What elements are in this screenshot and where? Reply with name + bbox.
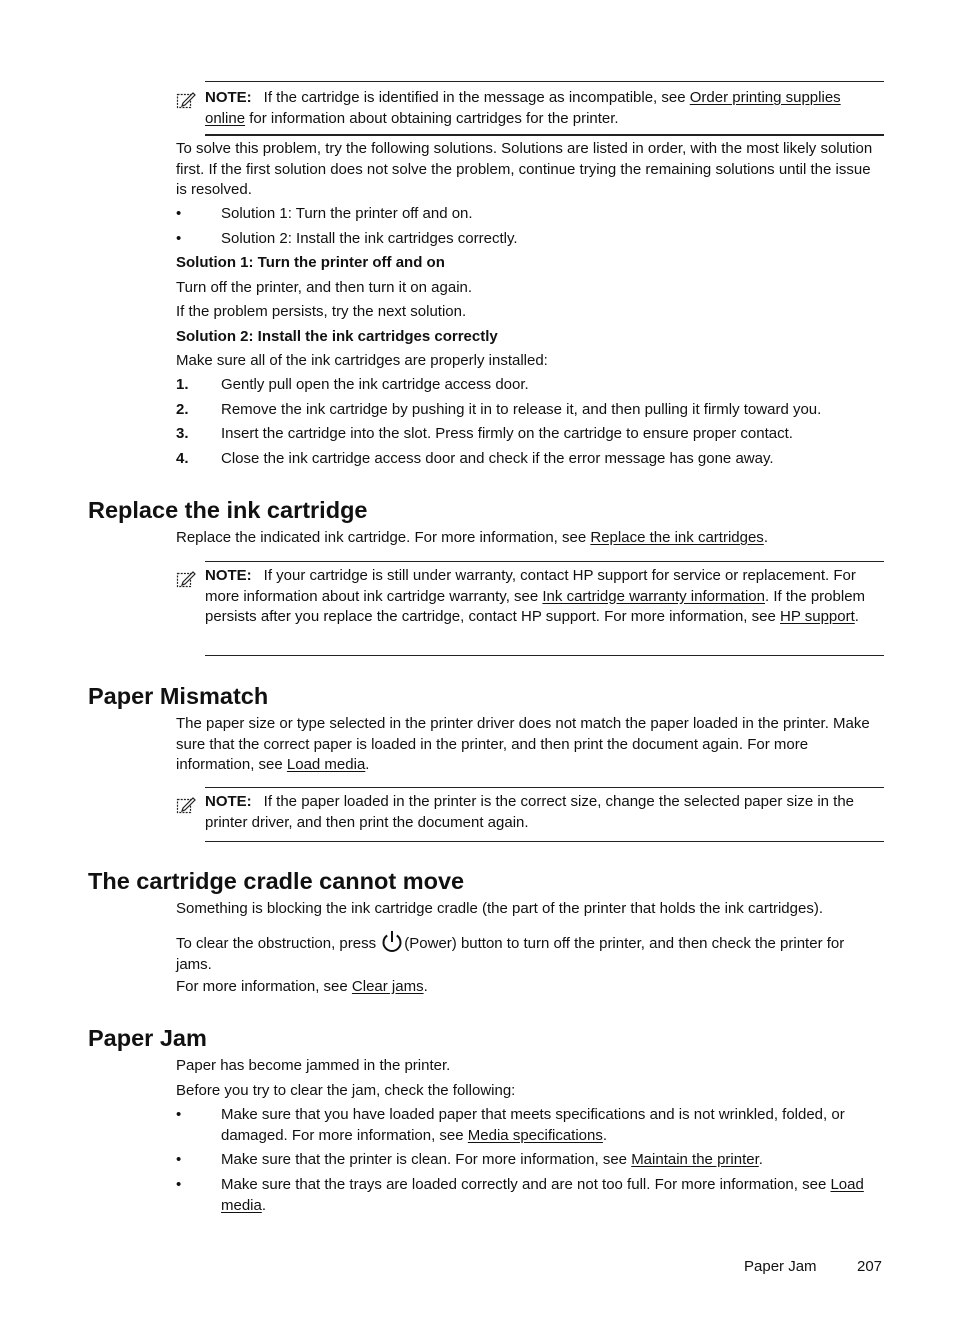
note-rule-top (205, 81, 884, 82)
link-clear-jams[interactable]: Clear jams (351, 978, 424, 995)
footer-page-number: 207 (857, 1258, 883, 1275)
heading-cartridge-cradle: The cartridge cradle cannot move (88, 868, 465, 894)
intro-paragraph: To solve this problem, try the following solutions. Solutions are listed in order, with the most likely solution first. If the first solution does not solve the problem, continue trying the remaining solutions until the issue is resolved. (176, 140, 873, 198)
power-icon (380, 930, 404, 954)
solution1-next: If the problem persists, try the next solution. (176, 303, 467, 320)
replace-paragraph: Replace the indicated ink cartridge. For more information, see Replace the ink cartridges. (176, 529, 768, 546)
jam-paragraph-2: Before you try to clear the jam, check the following: (176, 1082, 516, 1099)
heading-paper-mismatch: Paper Mismatch (88, 683, 269, 709)
solution1-text: Turn off the printer, and then turn it on again. (176, 279, 473, 296)
note-rule-top (205, 561, 884, 562)
note-rule-bottom (205, 655, 884, 656)
heading-paper-jam: Paper Jam (88, 1025, 207, 1051)
note-pencil-icon (176, 569, 196, 589)
solution1-heading: Solution 1: Turn the printer off and on (176, 254, 445, 271)
solution2-intro: Make sure all of the ink cartridges are properly installed: (176, 352, 548, 369)
note-text: NOTE: If the paper loaded in the printer is the correct size, change the selected paper size in the printer driver, and then print the document again. (205, 793, 855, 831)
note-text: NOTE: If the cartridge is identified in the message as incompatible, see Order printing supplies online for information about obtaining cartridges for the printer. (205, 89, 841, 127)
link-load-media[interactable]: Load media (221, 1176, 864, 1214)
link-order-printing-supplies[interactable]: Order printing supplies online (205, 89, 841, 127)
mismatch-paragraph: The paper size or type selected in the printer driver does not match the paper loaded in the printer. Make sure that the correct paper is loaded in the printer, and then print the document again. For more information, see Load media. (176, 715, 870, 773)
link-maintain-printer[interactable]: Maintain the printer (631, 1151, 759, 1168)
link-ink-cartridge-warranty[interactable]: Ink cartridge warranty information (542, 587, 765, 605)
note-label: NOTE: (205, 89, 252, 106)
cradle-paragraph-2: To clear the obstruction, press (Power) button to turn off the printer, and then check the printer for jams. (176, 930, 884, 975)
footer-section-title: Paper Jam (744, 1258, 817, 1275)
link-media-specifications[interactable]: Media specifications (467, 1126, 603, 1144)
note-incompatible (176, 81, 884, 137)
note-warranty (176, 561, 884, 657)
note-text: NOTE: If your cartridge is still under warranty, contact HP support for service or replacement. For more information about ink cartridge warranty, see Ink cartridge warranty information. If the problem persists after you replace the cartridge, contact HP support. For more information, see HP support. (205, 567, 866, 625)
cradle-paragraph-3: For more information, see Clear jams. (176, 978, 428, 995)
solution2-heading: Solution 2: Install the ink cartridges correctly (176, 328, 498, 345)
note-rule-bottom (205, 841, 884, 842)
link-replace-ink-cartridges[interactable]: Replace the ink cartridges (590, 529, 764, 546)
heading-replace-ink-cartridge: Replace the ink cartridge (88, 497, 368, 523)
note-label: NOTE: (205, 793, 252, 810)
jam-paragraph-1: Paper has become jammed in the printer. (176, 1057, 451, 1074)
note-pencil-icon (176, 90, 196, 110)
document-page: NOTE: If the cartridge is identified in the message as incompatible, see Order printing supplies online for information about obtaining cartridges for the printer. To solve this problem, try the following solutions. Solutions are listed in order, with the most likely solution first. If the first solution does not solve the problem, continue trying the remaining solutions until the issue is resolved. • Solution 1: Turn the printer off and on. • Solution 2: Install the ink cartridges correctly. Solution 1: Turn the printer off and on Turn off the printer, and then turn it on again. If the problem persists, try the next solution. Solution 2: Install the ink cartridges correctly Make sure all of the ink cartridges are properly installed: 1. Gently pull open the ink cartridge access door. 2. Remove the ink cartridge by pushing it in to release it, and then pulling it firmly toward you. 3. Insert the cartridge into the slot. Press firmly on the cartridge to ensure proper contact. 4. Close the ink cartridge access door and check if the error message has gone away. Replace the ink cartridge Replace the indicated ink cartridge. For more information, see Replace the ink cartridges. NOTE: If your cartridge is still under warranty, contact HP support for service or replacement. For more information about ink cartridge warranty, see Ink cartridge warranty information. If the problem persists after you replace the cartridge, contact HP support. For more information, see HP support. Paper Mismatch The paper size or type selected in the printer driver does not match the paper loaded in the printer. Make sure that the correct paper is loaded in the printer, and then print the document again. For more information, see Load media. NOTE: If the paper loaded in the printer is the correct size, change the selected paper size in the printer driver, and then print the document again. The cartridge cradle cannot move Something is blocking the ink cartridge cradle (the part of the printer that holds the ink cartridges). To clear the obstruction, press (Power) button to turn off the printer, and then check the printer for jams. For more information, see Clear jams. Paper Jam Paper has become jammed in the printer. Before you try to clear the jam, check the following: • Make sure that you have loaded paper that meets specifications and is not wrinkled, folded, or damaged. For more information, see Media specifications. • Make sure that the printer is clean. For more information, see Maintain the printer. • Make sure that the trays are loaded correctly and are not too full. For more information, see Load media. Paper Jam 207 (0, 0, 954, 1321)
note-pencil-icon (176, 795, 196, 815)
note-rule-top (205, 787, 884, 788)
note-paper-size (176, 787, 884, 843)
note-label: NOTE: (205, 567, 252, 584)
note-rule-bottom (205, 134, 884, 136)
link-load-media[interactable]: Load media (286, 756, 366, 773)
cradle-paragraph-1: Something is blocking the ink cartridge cradle (the part of the printer that holds the ink cartridges). (176, 900, 823, 917)
link-hp-support[interactable]: HP support (780, 608, 855, 625)
